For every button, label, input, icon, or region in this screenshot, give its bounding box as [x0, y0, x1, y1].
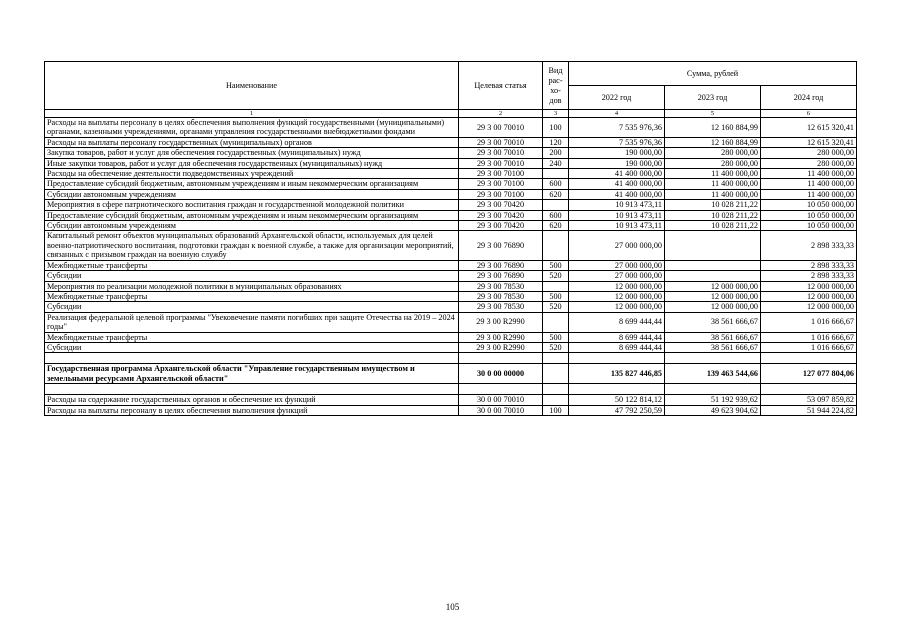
- sum-2024-cell: 11 400 000,00: [761, 179, 857, 189]
- expense-type-cell: 240: [543, 158, 569, 168]
- sum-2024-cell: 2 898 333,33: [761, 231, 857, 260]
- sum-2022-cell: 50 122 814,12: [569, 395, 665, 405]
- expense-type-cell: [543, 364, 569, 384]
- target-article-cell: 29 3 00 70420: [459, 221, 543, 231]
- expense-type-cell: 200: [543, 148, 569, 158]
- sum-2023-cell: 11 400 000,00: [665, 169, 761, 179]
- expense-type-cell: 500: [543, 291, 569, 301]
- empty-cell: [569, 384, 665, 395]
- target-article-cell: 29 3 00 78530: [459, 291, 543, 301]
- target-article-cell: 29 3 00 70100: [459, 179, 543, 189]
- table-row: [45, 148, 857, 158]
- expense-type-cell: [543, 312, 569, 332]
- sum-2023-cell: 10 028 211,22: [665, 210, 761, 220]
- target-article-cell: 29 3 00 78530: [459, 281, 543, 291]
- empty-cell: [459, 384, 543, 395]
- expense-type-cell: 600: [543, 179, 569, 189]
- empty-cell: [665, 353, 761, 364]
- table-row: [45, 312, 857, 332]
- expense-type-cell: 620: [543, 189, 569, 199]
- sum-2023-cell: 12 160 884,99: [665, 137, 761, 147]
- budget-table: [44, 61, 857, 416]
- sum-2024-cell: 280 000,00: [761, 158, 857, 168]
- row-name-cell: Капитальный ремонт объектов муниципальных образований Архангельской области, используемых для целей военно-патриотического воспитания, подготовки граждан к военной службе, а также для организации мероприятий, связанных с призывом граждан на военную службу: [45, 231, 459, 260]
- header-target-article: Целевая статья: [459, 62, 543, 110]
- header-sum: Сумма, рублей: [569, 62, 857, 86]
- spacer-row: [45, 384, 857, 395]
- sum-2023-cell: 12 000 000,00: [665, 291, 761, 301]
- expense-type-cell: 500: [543, 332, 569, 342]
- target-article-cell: 29 3 00 70100: [459, 189, 543, 199]
- empty-cell: [45, 353, 459, 364]
- sum-2024-cell: 11 400 000,00: [761, 189, 857, 199]
- table-row: [45, 342, 857, 352]
- header-year-2023: 2023 год: [665, 86, 761, 110]
- target-article-cell: 29 3 00 70010: [459, 158, 543, 168]
- row-name-cell: Межбюджетные трансферты: [45, 332, 459, 342]
- expense-type-cell: [543, 169, 569, 179]
- expense-type-cell: [543, 200, 569, 210]
- row-name-cell: Межбюджетные трансферты: [45, 291, 459, 301]
- row-name-cell: Реализация федеральной целевой программы "Увековечение памяти погибших при защите Отечества на 2019 – 2024 годы": [45, 312, 459, 332]
- row-name-cell: Субсидии: [45, 342, 459, 352]
- sum-2022-cell: 12 000 000,00: [569, 302, 665, 312]
- sum-2023-cell: 38 561 666,67: [665, 332, 761, 342]
- sum-2022-cell: 190 000,00: [569, 158, 665, 168]
- expense-type-cell: 100: [543, 405, 569, 415]
- row-name-cell: Расходы на выплаты персоналу государственных (муниципальных) органов: [45, 137, 459, 147]
- sum-2022-cell: 27 000 000,00: [569, 271, 665, 281]
- target-article-cell: 29 3 00 70010: [459, 137, 543, 147]
- target-article-cell: 29 3 00 R2990: [459, 332, 543, 342]
- row-name-cell: Мероприятия в сфере патриотического воспитания граждан и государственной молодежной политики: [45, 200, 459, 210]
- table-row: [45, 169, 857, 179]
- sum-2023-cell: 11 400 000,00: [665, 189, 761, 199]
- expense-type-cell: 600: [543, 210, 569, 220]
- table-row: [45, 364, 857, 384]
- sum-2024-cell: 12 000 000,00: [761, 281, 857, 291]
- table-row: [45, 189, 857, 199]
- table-row: [45, 200, 857, 210]
- expense-type-cell: 520: [543, 302, 569, 312]
- row-name-cell: Предоставление субсидий бюджетным, автономным учреждениям и иным некоммерческим организациям: [45, 210, 459, 220]
- sum-2022-cell: 41 400 000,00: [569, 189, 665, 199]
- empty-cell: [45, 384, 459, 395]
- expense-type-cell: 520: [543, 342, 569, 352]
- sum-2024-cell: 10 050 000,00: [761, 200, 857, 210]
- table-row: [45, 291, 857, 301]
- page-number: 105: [445, 602, 460, 612]
- sum-2023-cell: 12 000 000,00: [665, 302, 761, 312]
- spacer-row: [45, 353, 857, 364]
- table-row: [45, 210, 857, 220]
- sum-2022-cell: 12 000 000,00: [569, 291, 665, 301]
- expense-type-cell: 520: [543, 271, 569, 281]
- sum-2024-cell: 53 097 859,82: [761, 395, 857, 405]
- target-article-cell: 29 3 00 R2990: [459, 342, 543, 352]
- sum-2024-cell: 127 077 804,06: [761, 364, 857, 384]
- sum-2024-cell: 1 016 666,67: [761, 342, 857, 352]
- row-name-cell: Расходы на содержание государственных органов и обеспечение их функций: [45, 395, 459, 405]
- header-expense-type: Вид рас- хо- дов: [543, 62, 569, 110]
- header-year-2024: 2024 год: [761, 86, 857, 110]
- sum-2023-cell: 11 400 000,00: [665, 179, 761, 189]
- table-row: [45, 260, 857, 270]
- table-row: [45, 332, 857, 342]
- table-row: [45, 405, 857, 415]
- table-body: [45, 110, 857, 416]
- sum-2022-cell: 12 000 000,00: [569, 281, 665, 291]
- target-article-cell: 29 3 00 76890: [459, 231, 543, 260]
- sum-2022-cell: 41 400 000,00: [569, 179, 665, 189]
- row-name-cell: Иные закупки товаров, работ и услуг для обеспечения государственных (муниципальных) нужд: [45, 158, 459, 168]
- sum-2024-cell: 12 615 320,41: [761, 137, 857, 147]
- expense-type-cell: [543, 231, 569, 260]
- target-article-cell: 29 3 00 70100: [459, 169, 543, 179]
- table-row: [45, 158, 857, 168]
- target-article-cell: 29 3 00 70010: [459, 148, 543, 158]
- empty-cell: [543, 384, 569, 395]
- empty-cell: [761, 353, 857, 364]
- table-row: [45, 118, 857, 138]
- target-article-cell: 30 0 00 00000: [459, 364, 543, 384]
- sum-2023-cell: 10 028 211,22: [665, 221, 761, 231]
- sum-2024-cell: 2 898 333,33: [761, 271, 857, 281]
- index-cell: 5: [665, 110, 761, 118]
- sum-2022-cell: 27 000 000,00: [569, 260, 665, 270]
- row-name-cell: Мероприятия по реализации молодежной политики в муниципальных образованиях: [45, 281, 459, 291]
- sum-2022-cell: 47 792 250,59: [569, 405, 665, 415]
- header-year-2022: 2022 год: [569, 86, 665, 110]
- empty-cell: [569, 353, 665, 364]
- sum-2022-cell: 190 000,00: [569, 148, 665, 158]
- row-name-cell: Закупка товаров, работ и услуг для обеспечения государственных (муниципальных) нужд: [45, 148, 459, 158]
- expense-type-cell: 620: [543, 221, 569, 231]
- target-article-cell: 29 3 00 76890: [459, 271, 543, 281]
- row-name-cell: Субсидии: [45, 302, 459, 312]
- target-article-cell: 30 0 00 70010: [459, 405, 543, 415]
- sum-2024-cell: 2 898 333,33: [761, 260, 857, 270]
- target-article-cell: 30 0 00 70010: [459, 395, 543, 405]
- empty-cell: [459, 353, 543, 364]
- table-row: [45, 271, 857, 281]
- index-cell: 4: [569, 110, 665, 118]
- sum-2023-cell: 49 623 904,62: [665, 405, 761, 415]
- table-row: [45, 179, 857, 189]
- sum-2022-cell: 10 913 473,11: [569, 210, 665, 220]
- table-row: [45, 137, 857, 147]
- sum-2023-cell: [665, 231, 761, 260]
- sum-2023-cell: 38 561 666,67: [665, 312, 761, 332]
- target-article-cell: 29 3 00 76890: [459, 260, 543, 270]
- sum-2022-cell: 7 535 976,36: [569, 118, 665, 138]
- table-row: [45, 221, 857, 231]
- sum-2024-cell: 10 050 000,00: [761, 221, 857, 231]
- row-name-cell: Расходы на обеспечение деятельности подведомственных учреждений: [45, 169, 459, 179]
- target-article-cell: 29 3 00 70420: [459, 200, 543, 210]
- table-row: [45, 231, 857, 260]
- index-cell: 3: [543, 110, 569, 118]
- sum-2024-cell: 12 000 000,00: [761, 291, 857, 301]
- table-row: [45, 302, 857, 312]
- sum-2023-cell: 12 160 884,99: [665, 118, 761, 138]
- expense-type-cell: [543, 281, 569, 291]
- sum-2024-cell: 1 016 666,67: [761, 332, 857, 342]
- row-name-cell: Субсидии: [45, 271, 459, 281]
- sum-2022-cell: 10 913 473,11: [569, 221, 665, 231]
- index-cell: 1: [45, 110, 459, 118]
- sum-2024-cell: 1 016 666,67: [761, 312, 857, 332]
- index-cell: 2: [459, 110, 543, 118]
- sum-2024-cell: 11 400 000,00: [761, 169, 857, 179]
- row-name-cell: Расходы на выплаты персоналу в целях обеспечения выполнения функций: [45, 405, 459, 415]
- empty-cell: [543, 353, 569, 364]
- header-name: Наименование: [45, 62, 459, 110]
- expense-type-cell: 500: [543, 260, 569, 270]
- row-name-cell: Расходы на выплаты персоналу в целях обеспечения выполнения функций государственными (муниципальными) органами, казенными учреждениями, органами управления государственными внебюджетными фондами: [45, 118, 459, 138]
- sum-2023-cell: 280 000,00: [665, 148, 761, 158]
- sum-2022-cell: 41 400 000,00: [569, 169, 665, 179]
- sum-2022-cell: 27 000 000,00: [569, 231, 665, 260]
- sum-2023-cell: 38 561 666,67: [665, 342, 761, 352]
- sum-2022-cell: 10 913 473,11: [569, 200, 665, 210]
- table-row: [45, 395, 857, 405]
- row-name-cell: Предоставление субсидий бюджетным, автономным учреждениям и иным некоммерческим организациям: [45, 179, 459, 189]
- sum-2023-cell: [665, 260, 761, 270]
- target-article-cell: 29 3 00 78530: [459, 302, 543, 312]
- sum-2023-cell: 51 192 939,62: [665, 395, 761, 405]
- target-article-cell: 29 3 00 70010: [459, 118, 543, 138]
- sum-2022-cell: 8 699 444,44: [569, 332, 665, 342]
- expense-type-cell: 120: [543, 137, 569, 147]
- sum-2022-cell: 135 827 446,85: [569, 364, 665, 384]
- budget-table-sheet: [44, 61, 856, 416]
- sum-2024-cell: 12 615 320,41: [761, 118, 857, 138]
- table-row: [45, 281, 857, 291]
- row-name-cell: Государственная программа Архангельской области "Управление государственным имуществом и земельными ресурсами Архангельской области": [45, 364, 459, 384]
- sum-2022-cell: 7 535 976,36: [569, 137, 665, 147]
- target-article-cell: 29 3 00 R2990: [459, 312, 543, 332]
- sum-2023-cell: 139 463 544,66: [665, 364, 761, 384]
- sum-2022-cell: 8 699 444,44: [569, 312, 665, 332]
- sum-2023-cell: [665, 271, 761, 281]
- sum-2023-cell: 10 028 211,22: [665, 200, 761, 210]
- sum-2024-cell: 280 000,00: [761, 148, 857, 158]
- target-article-cell: 29 3 00 70420: [459, 210, 543, 220]
- sum-2024-cell: 12 000 000,00: [761, 302, 857, 312]
- expense-type-cell: [543, 395, 569, 405]
- row-name-cell: Межбюджетные трансферты: [45, 260, 459, 270]
- sum-2022-cell: 8 699 444,44: [569, 342, 665, 352]
- index-row: [45, 110, 857, 118]
- sum-2024-cell: 51 944 224,82: [761, 405, 857, 415]
- expense-type-cell: 100: [543, 118, 569, 138]
- sum-2023-cell: 280 000,00: [665, 158, 761, 168]
- empty-cell: [761, 384, 857, 395]
- empty-cell: [665, 384, 761, 395]
- row-name-cell: Субсидии автономным учреждениям: [45, 189, 459, 199]
- sum-2023-cell: 12 000 000,00: [665, 281, 761, 291]
- row-name-cell: Субсидии автономным учреждениям: [45, 221, 459, 231]
- index-cell: 6: [761, 110, 857, 118]
- sum-2024-cell: 10 050 000,00: [761, 210, 857, 220]
